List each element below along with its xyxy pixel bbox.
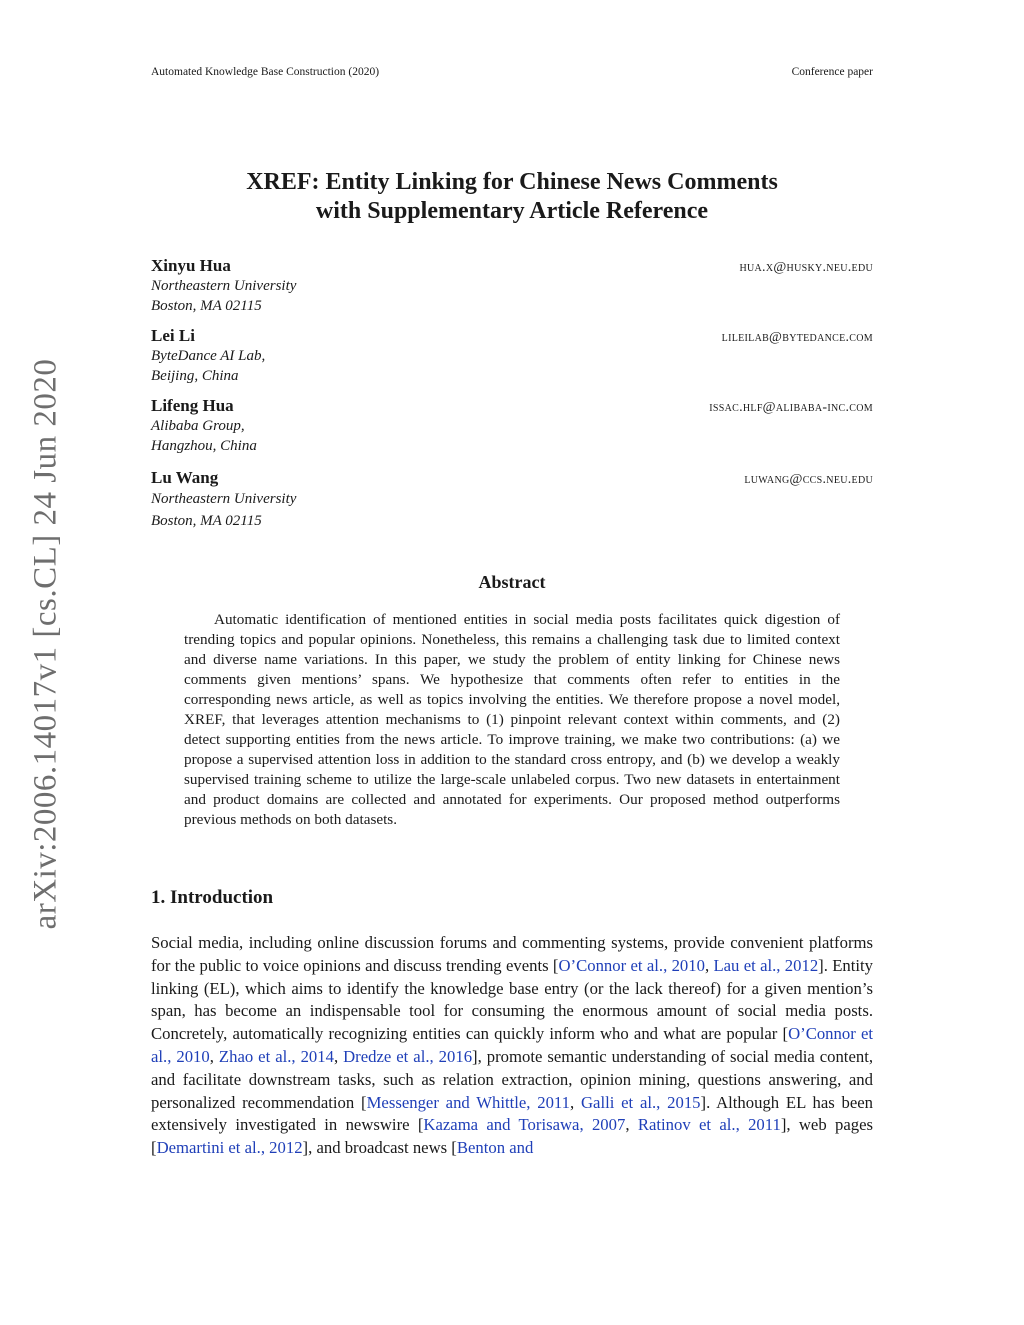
author-block-2 [151,326,873,386]
body-text: ], and broadcast news [ [302,1138,457,1158]
abstract-heading: Abstract [478,572,546,592]
author-block-4 [151,468,873,532]
author-name: Xinyu Hua [151,256,231,275]
body-text: ], promote semantic understanding of social media content, and facilitate downstream tasks, such as relation extraction, opinion mining, questions answering, and personalized recommendation [ [151,1046,874,1112]
body-text: , [209,1046,219,1066]
citation-link[interactable]: Benton and [456,1138,534,1158]
paper-title [151,168,873,226]
citation-link[interactable]: Lau et al., 2012 [713,955,819,975]
author-name: Lu Wang [151,468,219,487]
author-block-3 [151,396,873,456]
author-location: Boston, MA 02115 [151,298,262,314]
author-location: Boston, MA 02115 [151,513,262,529]
author-name: Lei Li [151,326,195,345]
body-text: ]. Entity linking (EL), which aims to identify the knowledge base entry (or the lack thereof) for a given mention’s span, has become an indispensable tool for consuming the enormous amount of social media posts. Concretely, automatically recognizing entities can quickly inform who and what are popular [ [151,955,874,1044]
citation-link[interactable]: Demartini et al., 2012 [156,1138,303,1158]
citation-link[interactable]: Ratinov et al., 2011 [637,1115,781,1135]
running-header-right: Conference paper [791,66,873,78]
author-affiliation: Northeastern University [151,491,297,507]
citation-link[interactable]: Zhao et al., 2014 [218,1046,334,1066]
arxiv-stamp: arXiv:2006.14017v1 [cs.CL] 24 Jun 2020 [27,358,64,930]
citation-link[interactable]: Dredze et al., 2016 [343,1046,473,1066]
citation-link[interactable]: Messenger and Whittle, 2011 [366,1092,571,1112]
section-heading-introduction: 1. Introduction [151,887,274,908]
body-text: , [333,1046,344,1066]
author-email[interactable]: issac.hlf@alibaba-inc.com [709,400,873,415]
body-text: ], web pages [ [151,1115,874,1158]
body-text: , [625,1115,638,1135]
author-affiliation: ByteDance AI Lab, [151,348,266,364]
body-text: , [704,955,714,975]
author-affiliation: Alibaba Group, [151,418,245,434]
author-location: Beijing, China [151,368,239,384]
author-email[interactable]: hua.x@husky.neu.edu [739,260,873,275]
body-text: Social media, including online discussion forums and commenting systems, provide convenient platforms for the public to voice opinions and discuss trending events [ [151,933,873,975]
body-text: , [570,1092,581,1112]
author-block-1 [151,256,873,316]
title-line-1: XREF: Entity Linking for Chinese News Comments [246,169,778,195]
abstract-text: Automatic identification of mentioned entities in social media posts facilitates quick digestion of trending topics and popular opinions. Nonetheless, this remains a challenging task due to limited context and diverse name variations. In this paper, we study the problem of entity linking for Chinese news comments given mentions’ spans. We hypothesize that comments often refer to entities in the corresponding news article, as well as topics involving the entities. We therefore propose a novel model, XREF, that leverages attention mechanisms to (1) pinpoint relevant context within comments, and (2) detect supporting entities from the news article. To improve training, we make two contributions: (a) we propose a supervised attention loss in addition to the standard cross entropy, and (b) we develop a weakly supervised training scheme to utilize the large-scale unlabeled corpus. Two new datasets in entertainment and product domains are collected and annotated for experiments. Our proposed method outperforms previous methods on both datasets. [184,611,840,828]
author-affiliation: Northeastern University [151,278,297,294]
citation-link[interactable]: Kazama and Torisawa, 2007 [423,1115,626,1135]
citation-link[interactable]: O’Connor et al., 2010 [151,1024,873,1066]
title-line-2: with Supplementary Article Reference [315,198,709,224]
author-location: Hangzhou, China [151,438,257,454]
author-email[interactable]: lileilab@bytedance.com [721,330,873,345]
author-email[interactable]: luwang@ccs.neu.edu [744,472,873,487]
introduction-paragraph [151,932,873,1160]
body-text: ]. Although EL has been extensively investigated in newswire [ [151,1092,874,1135]
author-name: Lifeng Hua [151,396,234,415]
citation-link[interactable]: O’Connor et al., 2010 [558,955,705,975]
citation-link[interactable]: Galli et al., 2015 [580,1092,701,1112]
running-header-left: Automated Knowledge Base Construction (2020) [151,66,380,78]
